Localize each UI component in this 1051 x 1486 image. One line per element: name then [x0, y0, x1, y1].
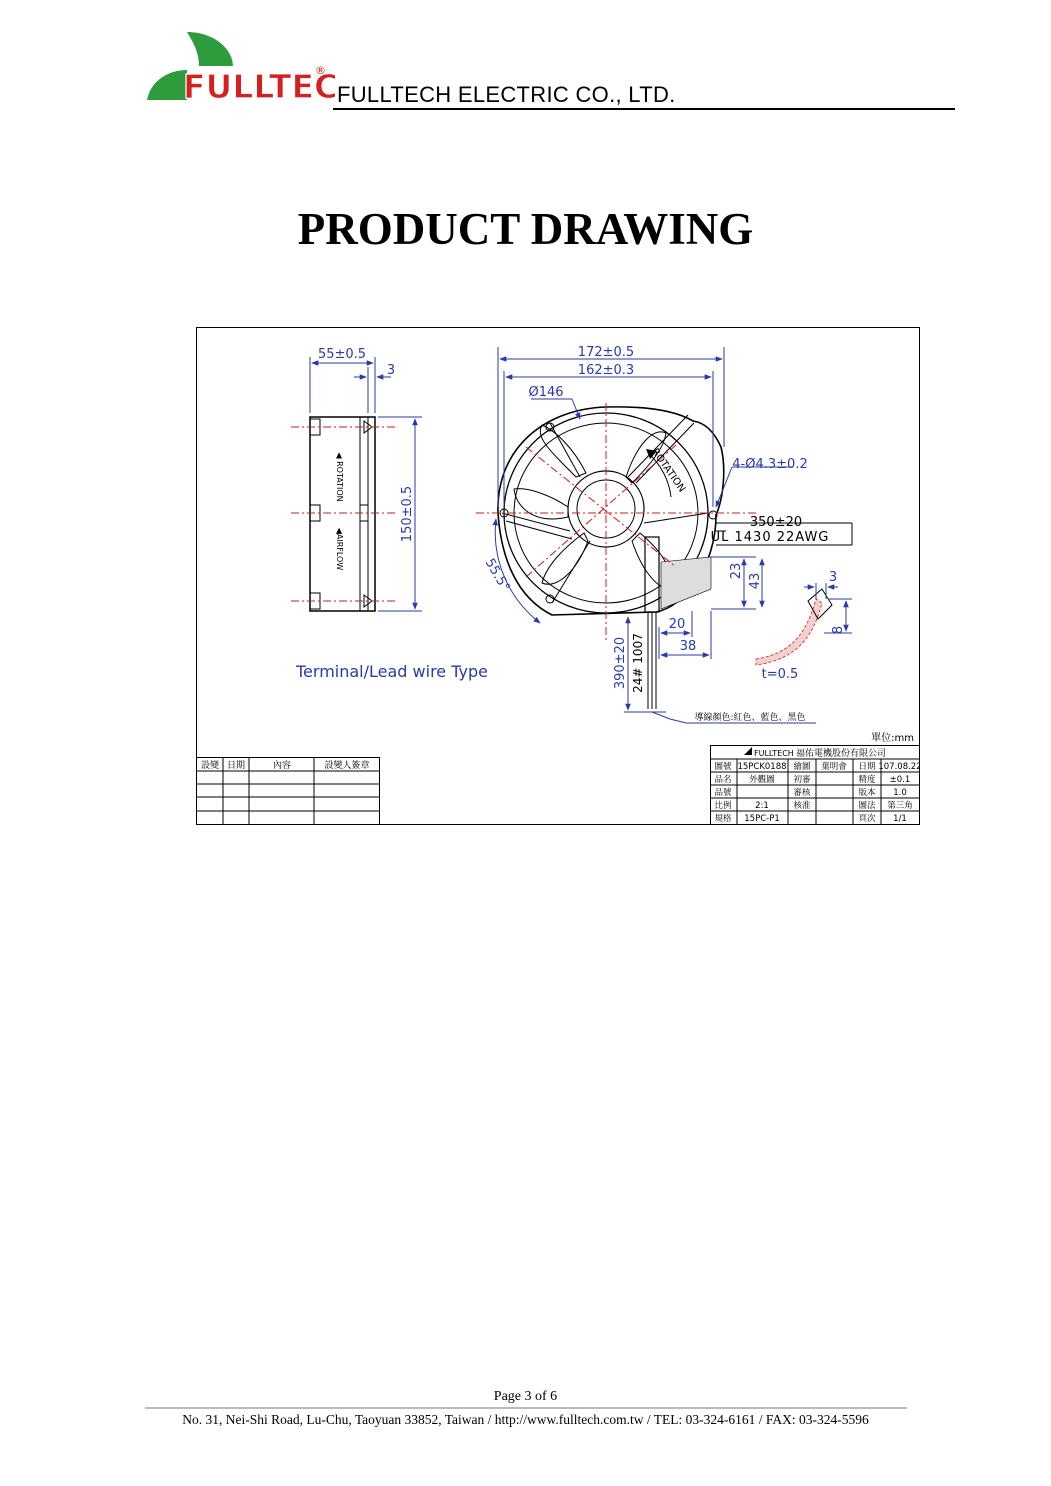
dim-depth: 55±0.5 — [317, 347, 367, 362]
company-logo — [145, 28, 335, 108]
title-block-cell: 15PCK0188 — [737, 762, 787, 772]
header-rule — [333, 108, 955, 110]
wire-colors: 導線顏色:紅色、藍色、黑色 — [694, 713, 806, 723]
title-block-cell: 2:1 — [755, 801, 769, 811]
dim-diameter: Ø146 — [528, 385, 564, 400]
title-block-cell: 外觀圖 — [749, 775, 775, 785]
dim-holes: 4-Ø4.3±0.2 — [732, 457, 808, 472]
rev-header-signer: 設變人簽章 — [324, 761, 370, 771]
terminal-detail — [756, 570, 852, 682]
dim-390: 390±20 — [613, 636, 628, 690]
dim-lead-length: 350±20 — [749, 515, 803, 530]
title-block-cell: 15PC-P1 — [744, 814, 780, 824]
dim-43: 43 — [748, 572, 763, 590]
dim-height: 150±0.5 — [400, 485, 415, 543]
footer-address: No. 31, Nei-Shi Road, Lu-Chu, Taoyuan 33852, Taiwan / http://www.fulltech.com.tw / TEL: 03-324-6161 / FAX: 03-324-5596 — [182, 1412, 869, 1427]
terminal-caption: Terminal/Lead wire Type — [296, 662, 488, 681]
rotation-label-side: ◀ ROTATION — [335, 452, 344, 502]
title-block-cell: 品號 — [714, 788, 732, 798]
title-block-cell: 1.0 — [893, 788, 907, 798]
dim-thickness: t=0.5 — [761, 667, 799, 682]
title-block-cell: 規格 — [714, 814, 732, 824]
dim-38: 38 — [679, 639, 697, 654]
lead-spec: UL 1430 22AWG — [710, 530, 830, 545]
title-block-cell: 1/1 — [893, 814, 907, 824]
revision-table — [196, 757, 380, 825]
title-block-company: 福佑電機股份有限公司 — [796, 749, 887, 759]
title-block-cell: 107.08.22 — [878, 762, 920, 772]
dim-23: 23 — [729, 562, 744, 580]
rev-header-date: 日期 — [226, 761, 246, 771]
dim-angle: 55.5° — [481, 556, 513, 595]
dim-20: 20 — [668, 617, 686, 632]
title-block-cell: 版本 — [858, 788, 876, 798]
title-block-cell: 日期 — [858, 762, 876, 772]
unit-label: 單位:mm — [871, 733, 914, 744]
product-drawing — [196, 327, 920, 842]
dim-terminal-8: 8 — [831, 625, 846, 635]
page-number: Page 3 of 6 — [493, 1389, 558, 1404]
title-block-logo: FULLTECH — [754, 749, 794, 758]
airflow-label: ◀AIRFLOW — [335, 527, 344, 571]
title-block-cell: 葉明會 — [821, 762, 847, 772]
title-block-cell: 初審 — [793, 775, 811, 785]
company-name: FULLTECH ELECTRIC CO., LTD. — [337, 82, 676, 107]
title-block-cell: 頁次 — [858, 814, 876, 824]
title-block-cell: 審核 — [793, 788, 811, 798]
registered-mark: ® — [315, 64, 326, 77]
title-block-cell: 核准 — [793, 801, 811, 811]
rev-header-change: 設變 — [200, 761, 220, 771]
document-title: PRODUCT DRAWING — [297, 204, 754, 254]
title-block-cell: 精度 — [858, 775, 876, 785]
wire-spec: 24# 1007 — [631, 633, 645, 693]
title-block-cell: 第三角 — [887, 801, 913, 811]
rev-header-content: 內容 — [272, 761, 292, 771]
title-block — [710, 746, 920, 826]
footer-rule — [145, 1407, 907, 1409]
title-block-cell: 比例 — [714, 801, 732, 811]
side-view — [291, 347, 422, 611]
title-block-cell: 繪圖 — [793, 762, 811, 772]
dim-overall-width: 172±0.5 — [577, 345, 635, 360]
title-block-cell: ±0.1 — [889, 775, 911, 785]
title-block-cell: 圖法 — [858, 801, 876, 811]
rotation-label: ROTATION — [649, 446, 688, 495]
logo-text: FULLTEC — [183, 67, 335, 106]
dim-width: 162±0.3 — [577, 363, 635, 378]
dim-terminal-3: 3 — [828, 570, 838, 585]
title-block-cell: 品名 — [714, 775, 732, 785]
title-block-cell: 圖號 — [714, 762, 732, 772]
dim-flange: 3 — [386, 363, 396, 378]
